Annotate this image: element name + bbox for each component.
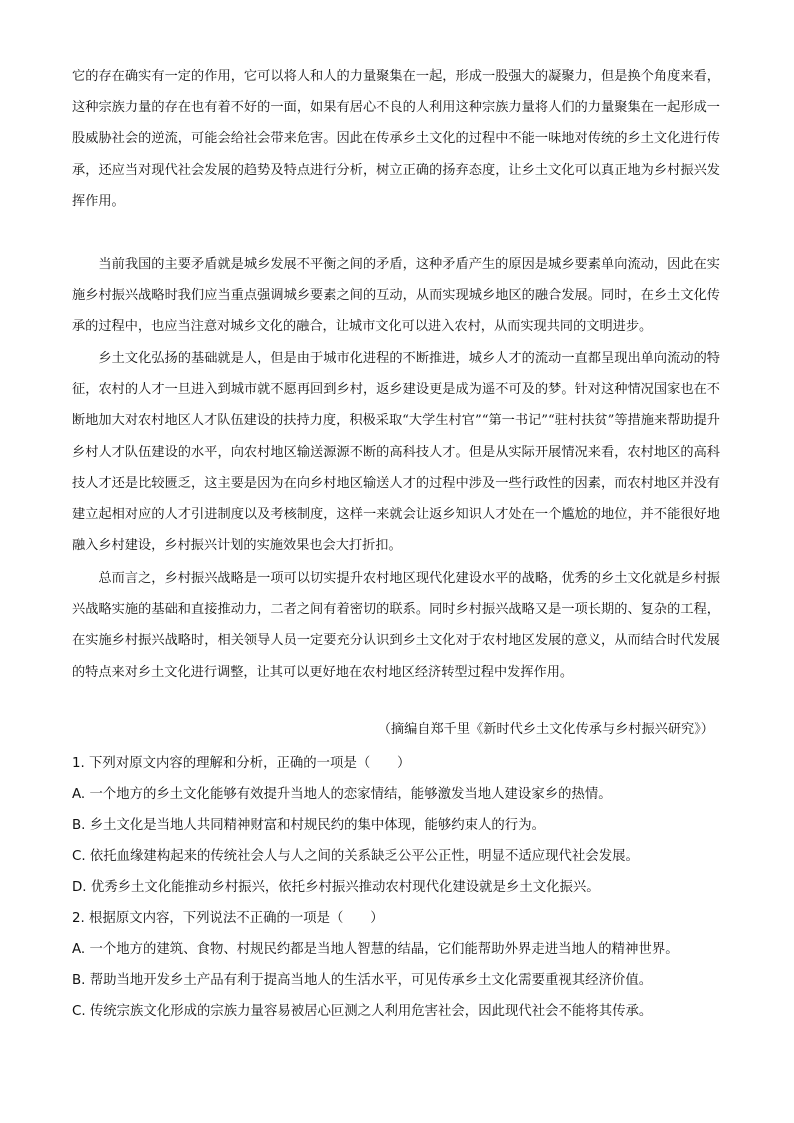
question-2-option-a[interactable]: A. 一个地方的建筑、食物、村规民约都是当地人智慧的结晶，它们能帮助外界走进当地人的精神世界。 bbox=[72, 942, 679, 957]
question-2-option-c[interactable]: C. 传统宗族文化形成的宗族力量容易被居心叵测之人利用危害社会，因此现代社会不能将其传承。 bbox=[72, 1004, 653, 1019]
passage-paragraph-2: 当前我国的主要矛盾就是城乡发展不平衡之间的矛盾，这种矛盾产生的原因是城乡要素单向流动，因此在实施乡村振兴战略时我们应当重点强调城乡要素之间的互动，从而实现城乡地区的融合发展。同时，在乡土文化传承的过程中，也应当注意对城乡文化的融合，让城市文化可以进入农村，从而实现共同的文明进步。 bbox=[72, 257, 720, 335]
question-1-option-c[interactable]: C. 依托血缘建构起来的传统社会人与人之间的关系缺乏公平公正性，明显不适应现代社会发展。 bbox=[72, 849, 639, 864]
question-1-option-d[interactable]: D. 优秀乡土文化能推动乡村振兴，依托乡村振兴推动农村现代化建设就是乡土文化振兴。 bbox=[72, 880, 600, 895]
question-1-option-a[interactable]: A. 一个地方的乡土文化能够有效提升当地人的恋家情结，能够激发当地人建设家乡的热情。 bbox=[72, 787, 612, 802]
question-1-stem: 1. 下列对原文内容的理解和分析，正确的一项是（ ） bbox=[72, 756, 411, 771]
question-2-option-b[interactable]: B. 帮助当地开发乡土产品有利于提高当地人的生活水平，可见传承乡土文化需要重视其经济价值。 bbox=[72, 973, 653, 988]
passage-paragraph-1: 它的存在确实有一定的作用，它可以将人和人的力量聚集在一起，形成一股强大的凝聚力，但是换个角度来看，这种宗族力量的存在也有着不好的一面，如果有居心不良的人利用这种宗族力量将人们的力量聚集在一起形成一股威胁社会的逆流，可能会给社会带来危害。因此在传承乡土文化的过程中不能一味地对传统的乡土文化进行传承，还应当对现代社会发展的趋势及特点进行分析，树立正确的扬弃态度，让乡土文化可以真正地为乡村振兴发挥作用。 bbox=[72, 69, 720, 209]
question-2-stem: 2. 根据原文内容，下列说法不正确的一项是（ ） bbox=[72, 911, 384, 926]
passage-paragraph-4: 总而言之，乡村振兴战略是一项可以切实提升农村地区现代化建设水平的战略，优秀的乡土文化就是乡村振兴战略实施的基础和直接推动力，二者之间有着密切的联系。同时乡村振兴战略又是一项长期的、复杂的工程，在实施乡村振兴战略时，相关领导人员一定要充分认识到乡土文化对于农村地区发展的意义，从而结合时代发展的特点来对乡土文化进行调整，让其可以更好地在农村地区经济转型过程中发挥作用。 bbox=[72, 571, 720, 680]
source-citation: （摘编自郑千里《新时代乡土文化传承与乡村振兴研究》） bbox=[377, 722, 714, 737]
passage-paragraph-3: 乡土文化弘扬的基础就是人，但是由于城市化进程的不断推进，城乡人才的流动一直都呈现出单向流动的特征，农村的人才一旦进入到城市就不愿再回到乡村，返乡建设更是成为遥不可及的梦。针对这种情况国家也在不断地加大对农村地区人才队伍建设的扶持力度，积极采取“大学生村官”“第一书记”“驻村扶贫”等措施来帮助提升乡村人才队伍建设的水平，向农村地区输送源源不断的高科技人才。但是从实际开展情况来看，农村地区的高科技人才还是比较匮乏，这主要是因为在向乡村地区输送人才的过程中涉及一些行政性的因素，而农村地区并没有建立起相对应的人才引进制度以及考核制度，这样一来就会让返乡知识人才处在一个尴尬的地位，并不能很好地融入乡村建设，乡村振兴计划的实施效果也会大打折扣。 bbox=[72, 351, 720, 554]
question-1-option-b[interactable]: B. 乡土文化是当地人共同精神财富和村规民约的集中体现，能够约束人的行为。 bbox=[72, 818, 545, 833]
